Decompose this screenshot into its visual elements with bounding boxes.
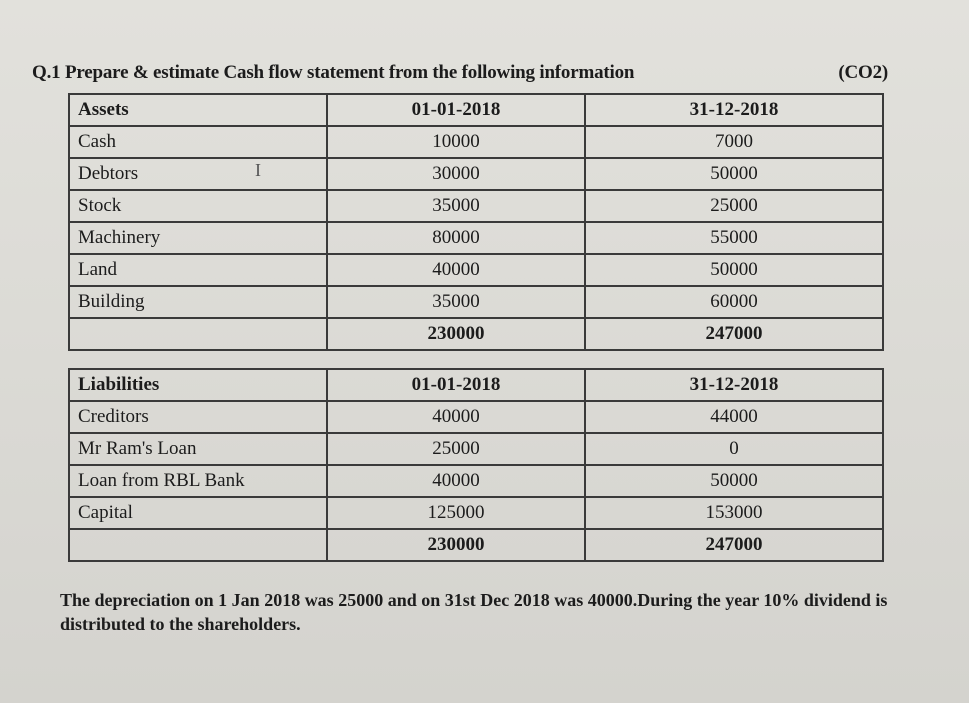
total-label-empty: [69, 529, 327, 561]
row-value-2018-start: 80000: [327, 222, 585, 254]
liabilities-total-2018-end: 247000: [585, 529, 883, 561]
row-value-2018-start: 35000: [327, 190, 585, 222]
table-row: [69, 401, 883, 433]
table-header-row: [69, 369, 883, 401]
row-label: Machinery: [69, 222, 327, 254]
row-value-2018-start: 25000: [327, 433, 585, 465]
row-value-2018-end: 153000: [585, 497, 883, 529]
depreciation-note: The depreciation on 1 Jan 2018 was 25000 and on 31st Dec 2018 was 40000.During the year 10% dividend is distributed to the shareholders.: [60, 590, 888, 634]
table-row: [69, 465, 883, 497]
assets-date2-header: 31-12-2018: [585, 94, 883, 126]
table-row: [69, 286, 883, 318]
row-value-2018-start: 35000: [327, 286, 585, 318]
question-heading: [32, 62, 892, 84]
row-label: Stock: [69, 190, 327, 222]
row-value-2018-end: 25000: [585, 190, 883, 222]
assets-header: Assets: [69, 94, 327, 126]
row-label: Cash: [69, 126, 327, 158]
row-value-2018-end: 50000: [585, 465, 883, 497]
liabilities-date1-header: 01-01-2018: [327, 369, 585, 401]
row-value-2018-end: 50000: [585, 254, 883, 286]
assets-total-2018-end: 247000: [585, 318, 883, 350]
row-label: Creditors: [69, 401, 327, 433]
row-value-2018-start: 125000: [327, 497, 585, 529]
row-label: Mr Ram's Loan: [69, 433, 327, 465]
question-text: Q.1 Prepare & estimate Cash flow statement from the following information: [32, 62, 635, 83]
liabilities-header: Liabilities: [69, 369, 327, 401]
row-value-2018-start: 30000: [327, 158, 585, 190]
course-outcome-code: (CO2): [838, 62, 888, 83]
assets-table: [68, 93, 884, 351]
table-row: [69, 158, 883, 190]
liabilities-date2-header: 31-12-2018: [585, 369, 883, 401]
table-row: [69, 433, 883, 465]
row-value-2018-end: 60000: [585, 286, 883, 318]
row-label: Building: [69, 286, 327, 318]
assets-total-2018-start: 230000: [327, 318, 585, 350]
row-value-2018-start: 10000: [327, 126, 585, 158]
table-header-row: [69, 94, 883, 126]
row-value-2018-end: 50000: [585, 158, 883, 190]
row-value-2018-end: 44000: [585, 401, 883, 433]
liabilities-total-2018-start: 230000: [327, 529, 585, 561]
table-row: [69, 222, 883, 254]
total-label-empty: [69, 318, 327, 350]
row-label: Loan from RBL Bank: [69, 465, 327, 497]
row-label: Capital: [69, 497, 327, 529]
row-value-2018-start: 40000: [327, 401, 585, 433]
total-row: [69, 318, 883, 350]
row-value-2018-end: 0: [585, 433, 883, 465]
row-value-2018-start: 40000: [327, 465, 585, 497]
table-row: [69, 497, 883, 529]
row-label: Debtors: [69, 158, 327, 190]
text-cursor-icon: I: [255, 160, 261, 180]
table-row: [69, 126, 883, 158]
table-row: [69, 190, 883, 222]
row-value-2018-end: 7000: [585, 126, 883, 158]
total-row: [69, 529, 883, 561]
assets-date1-header: 01-01-2018: [327, 94, 585, 126]
row-value-2018-end: 55000: [585, 222, 883, 254]
liabilities-table: [68, 368, 884, 562]
table-row: [69, 254, 883, 286]
row-label: Land: [69, 254, 327, 286]
row-value-2018-start: 40000: [327, 254, 585, 286]
